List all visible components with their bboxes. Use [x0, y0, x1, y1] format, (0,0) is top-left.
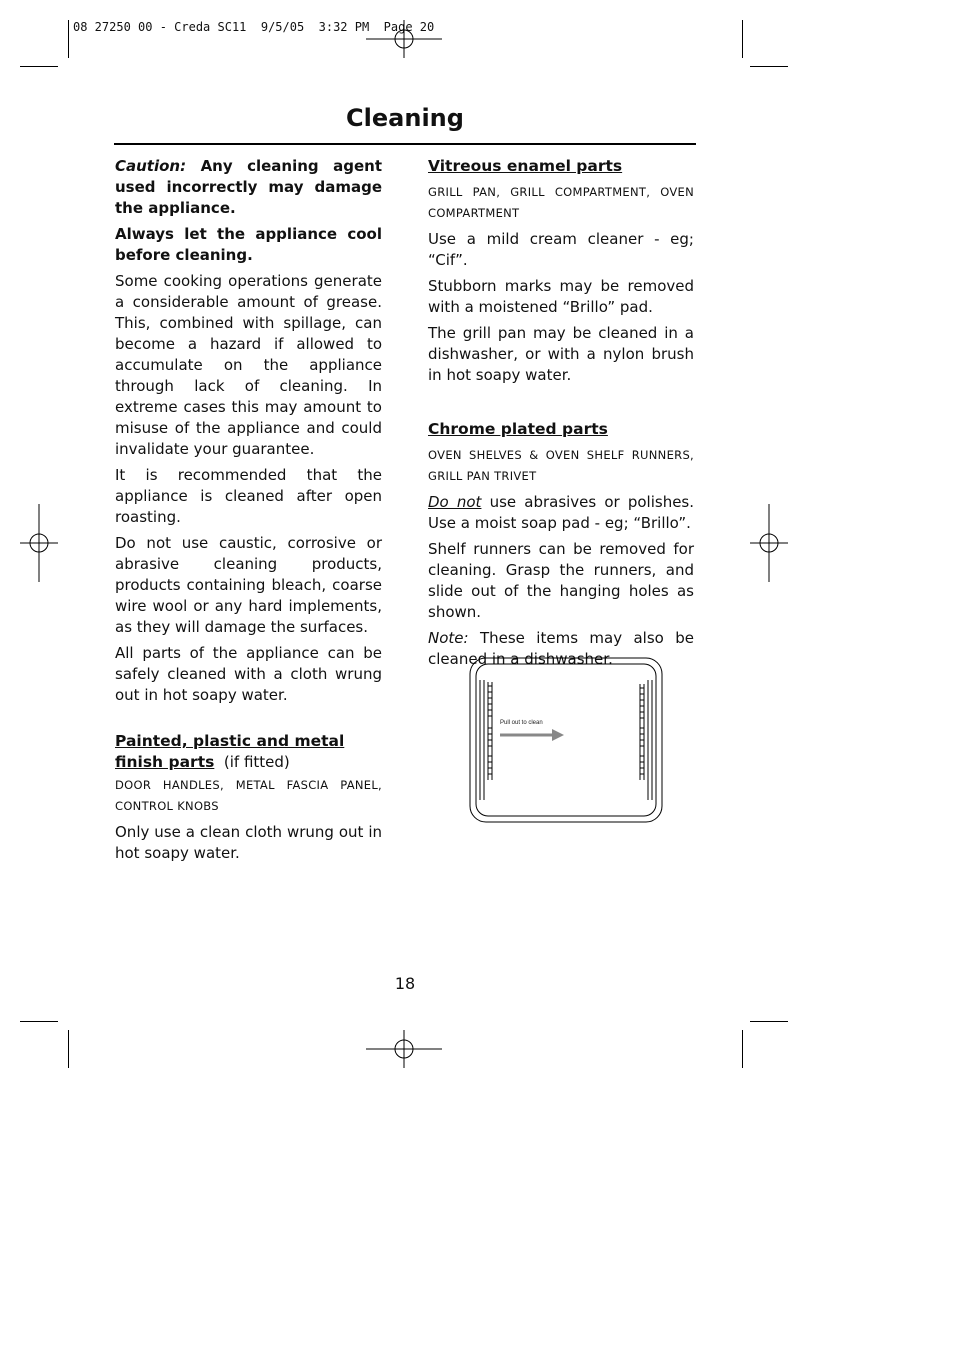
right-runner-icon — [640, 680, 652, 800]
registration-mark-left — [20, 504, 58, 582]
crop-mark — [750, 1021, 788, 1022]
caution-text: Any cleaning agent used incorrectly may damage the appliance. — [115, 157, 382, 217]
vitreous-items: GRILL PAN, GRILL COMPARTMENT, OVEN COMPARTMENT — [428, 185, 694, 220]
chrome-items: OVEN SHELVES & OVEN SHELF RUNNERS, GRILL PAN TRIVET — [428, 448, 694, 483]
crop-mark — [742, 20, 743, 58]
crop-mark — [20, 1021, 58, 1022]
crop-mark — [750, 66, 788, 67]
left-column — [115, 156, 382, 869]
spacer — [115, 711, 382, 731]
left-runner-icon — [480, 680, 492, 800]
vitreous-cleaner: Use a mild cream cleaner - eg; “Cif”. — [428, 230, 694, 269]
grease-paragraph: Some cooking operations generate a considerable amount of grease. This, combined with spillage, can become a hazard if allowed to accumulate on the appliance through lack of cleaning. In extreme cases this may amount to misuse of the appliance and could invalidate your guarantee. — [115, 272, 382, 458]
caution-label: Caution: — [115, 157, 187, 175]
right-column — [428, 156, 694, 675]
note-label: Note: — [428, 629, 469, 647]
registration-mark-bottom — [366, 1030, 442, 1068]
page-number: 18 — [394, 974, 416, 993]
oven-inner-outline — [476, 664, 656, 816]
page-title: Cleaning — [346, 104, 464, 132]
painted-note: (if fitted) — [223, 753, 290, 771]
pull-out-label: Pull out to clean — [500, 720, 543, 726]
vitreous-grill-pan: The grill pan may be cleaned in a dishwasher, or with a nylon brush in hot soapy water. — [428, 324, 694, 384]
note-text: These items may also be cleaned in a dishwasher. — [428, 629, 694, 668]
print-slug: 08 27250 00 - Creda SC11 9/5/05 3:32 PM Page 20 — [73, 20, 435, 34]
chrome-abrasives-text: use abrasives or polishes. Use a moist soap pad - eg; “Brillo”. — [428, 493, 695, 532]
cool-warning: Always let the appliance cool before cleaning. — [115, 225, 382, 264]
products-paragraph: Do not use caustic, corrosive or abrasive cleaning products, products containing bleach, coarse wire wool or any hard implements, as they will damage the surfaces. — [115, 534, 382, 636]
spacer — [428, 391, 694, 419]
chrome-abrasives — [428, 492, 694, 534]
do-not-emphasis: Do not — [428, 493, 482, 511]
vitreous-stubborn: Stubborn marks may be removed with a moistened “Brillo” pad. — [428, 277, 694, 316]
shelf-runner-diagram — [468, 656, 664, 824]
pull-arrow-icon — [500, 729, 564, 741]
crop-mark — [68, 20, 69, 58]
painted-heading: Painted, plastic and metal finish parts — [115, 732, 345, 771]
roasting-paragraph: It is recommended that the appliance is cleaned after open roasting. — [115, 466, 382, 526]
painted-text: Only use a clean cloth wrung out in hot soapy water. — [115, 823, 382, 862]
crop-mark — [20, 66, 58, 67]
safe-clean-paragraph: All parts of the appliance can be safely cleaned with a cloth wrung out in hot soapy water. — [115, 644, 382, 704]
painted-items: DOOR HANDLES, METAL FASCIA PANEL, CONTROL KNOBS — [115, 778, 382, 813]
registration-mark-right — [750, 504, 788, 582]
crop-mark — [742, 1030, 743, 1068]
vitreous-heading: Vitreous enamel parts — [428, 157, 623, 175]
painted-heading-line — [115, 731, 382, 773]
oven-outer-outline — [470, 658, 662, 822]
chrome-heading: Chrome plated parts — [428, 420, 608, 438]
title-rule — [114, 143, 696, 145]
crop-mark — [68, 1030, 69, 1068]
chrome-runners: Shelf runners can be removed for cleaning. Grasp the runners, and slide out of the hanging holes as shown. — [428, 540, 694, 621]
caution-paragraph — [115, 156, 382, 219]
registration-mark-top — [366, 20, 442, 58]
